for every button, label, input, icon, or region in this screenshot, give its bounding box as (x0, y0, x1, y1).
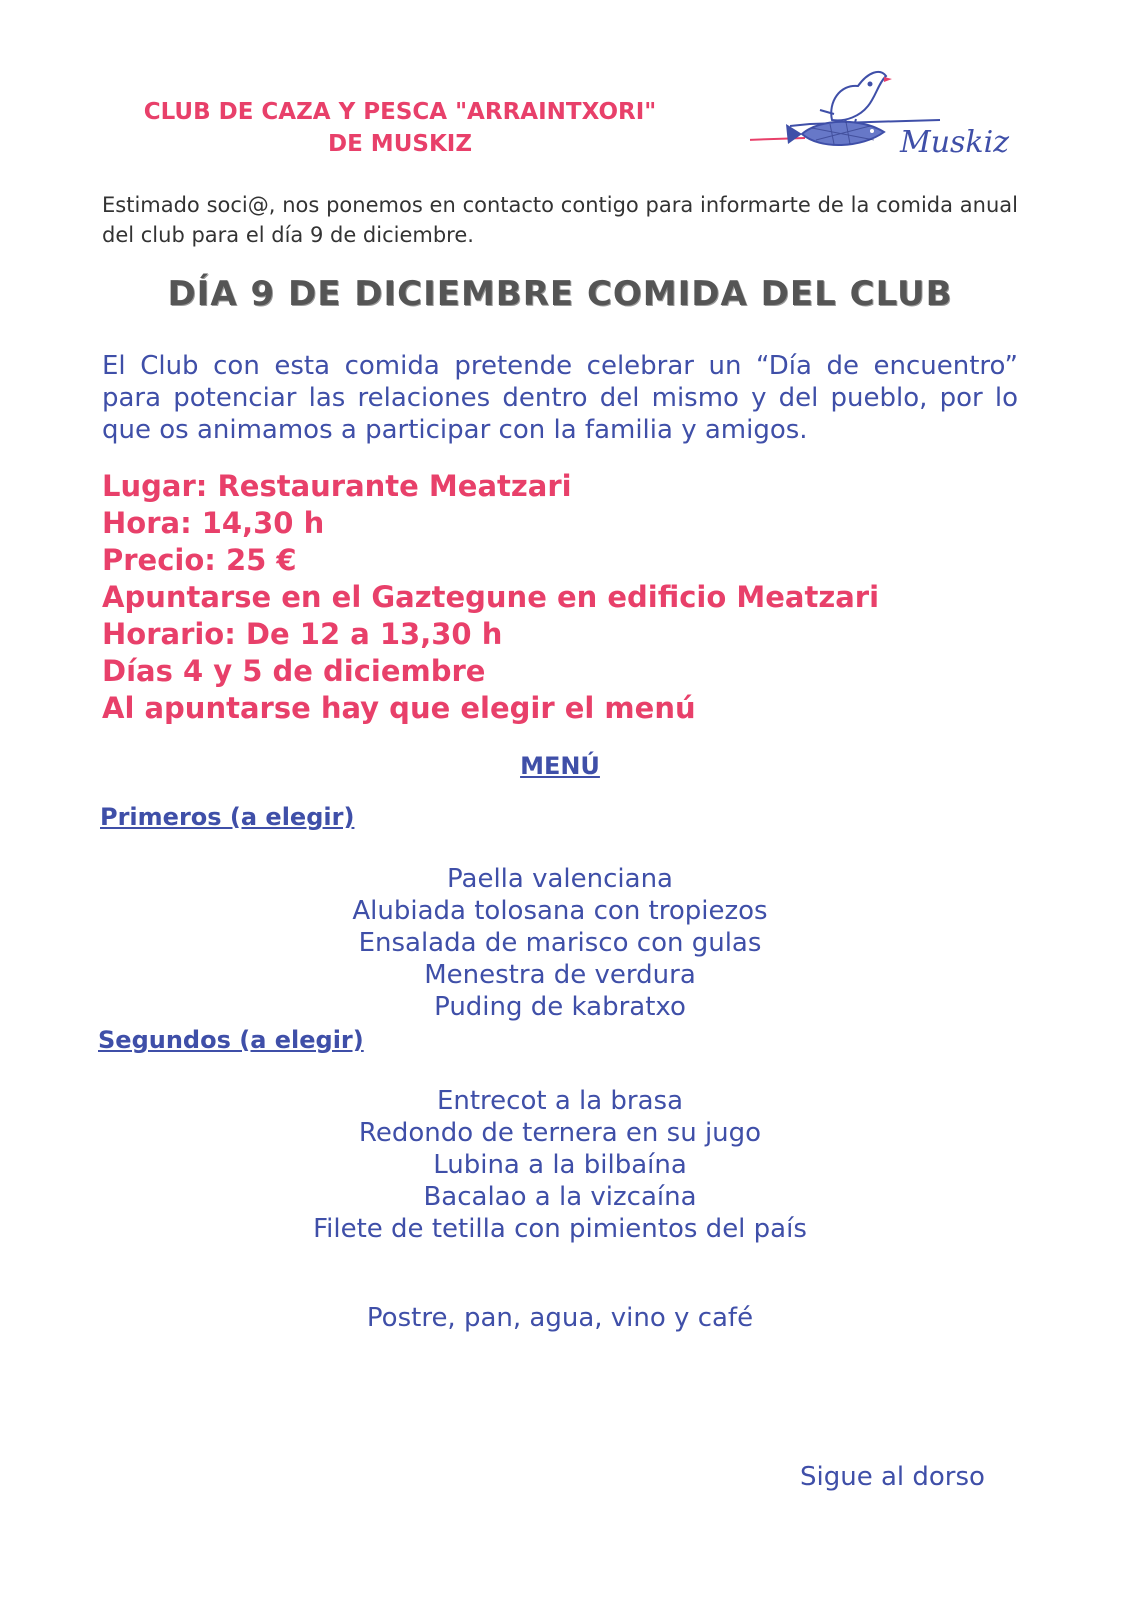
main-heading: DÍA 9 DE DICIEMBRE COMIDA DEL CLUB (167, 274, 953, 314)
list-item: Ensalada de marisco con gulas (358, 928, 762, 958)
logo-text: Muskiz (900, 125, 1010, 160)
list-item: Menestra de verdura (424, 960, 696, 990)
detail-signup-days: Días 4 y 5 de diciembre (102, 654, 486, 688)
list-item: Alubiada tolosana con tropiezos (352, 896, 768, 926)
list-item: Redondo de ternera en su jugo (358, 1118, 762, 1148)
club-title-line1: CLUB DE CAZA Y PESCA "ARRAINTXORI" (143, 99, 657, 125)
event-details-list (102, 468, 1042, 727)
lead-paragraph: El Club con esta comida pretende celebrar un “Día de encuentro” para potenciar las relaciones dentro del mismo y del pueblo, por lo que os animamos a participar con la familia y amigos. (102, 351, 1018, 445)
detail-signup-hours: Horario: De 12 a 13,30 h (102, 617, 503, 651)
detail-place: Lugar: Restaurante Meatzari (102, 469, 572, 503)
intro-paragraph: Estimado soci@, nos ponemos en contacto contigo para informarte de la comida anual del club para el día 9 de diciembre. (102, 193, 1018, 247)
segundos-list (0, 1085, 1120, 1245)
menu-title: MENÚ (520, 752, 600, 780)
primeros-title: Primeros (a elegir) (100, 803, 355, 831)
list-item: Puding de kabratxo (434, 992, 686, 1022)
detail-menu-note: Al apuntarse hay que elegir el menú (102, 691, 696, 725)
footer-note: Sigue al dorso (800, 1462, 985, 1492)
primeros-list (0, 863, 1120, 1023)
club-title (60, 96, 740, 160)
detail-price: Precio: 25 € (102, 543, 297, 577)
bird-on-fish-icon (750, 62, 1050, 172)
list-item: Bacalao a la vizcaína (423, 1182, 697, 1212)
segundos-title: Segundos (a elegir) (98, 1026, 364, 1054)
list-item: Lubina a la bilbaína (433, 1150, 687, 1180)
list-item: Paella valenciana (447, 864, 673, 894)
list-item: Entrecot a la brasa (436, 1086, 684, 1116)
menu-extras: Postre, pan, agua, vino y café (366, 1303, 754, 1333)
detail-time: Hora: 14,30 h (102, 506, 325, 540)
detail-signup-location: Apuntarse en el Gaztegune en edificio Meatzari (102, 580, 880, 614)
list-item: Filete de tetilla con pimientos del país (313, 1214, 807, 1244)
club-title-line2: DE MUSKIZ (328, 131, 472, 157)
